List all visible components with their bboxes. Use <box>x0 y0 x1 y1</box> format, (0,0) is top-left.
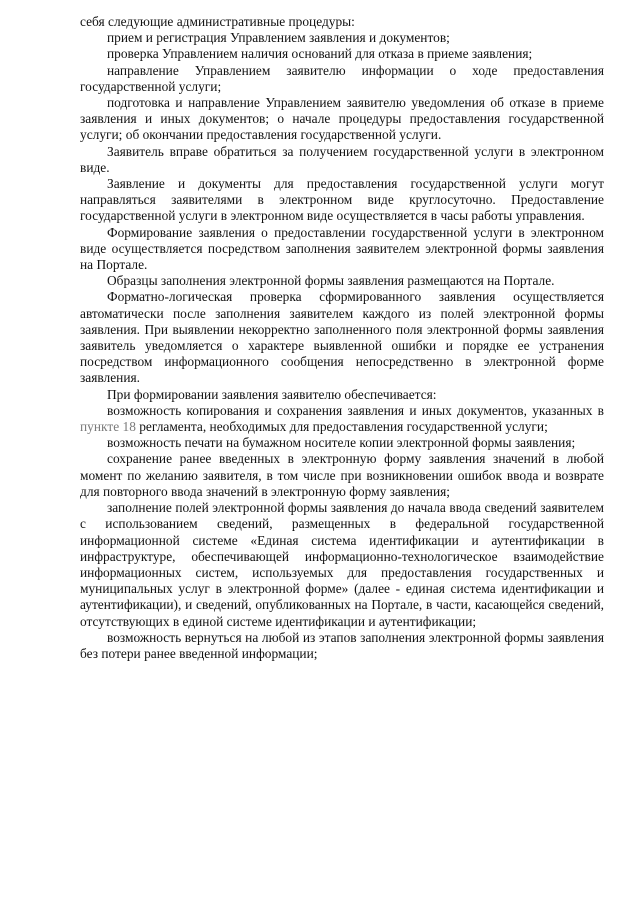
paragraph <box>80 403 604 435</box>
paragraph: направление Управлением заявителю информации о ходе предоставления государственной услуги; <box>80 62 604 94</box>
paragraph: проверка Управлением наличия оснований для отказа в приеме заявления; <box>107 46 533 62</box>
paragraph: При формировании заявления заявителю обеспечивается: <box>107 386 437 402</box>
regulation-item-link[interactable]: пункте 18 <box>80 419 136 435</box>
paragraph: Заявитель вправе обратиться за получением государственной услуги в электронном виде. <box>80 143 604 175</box>
paragraph: заполнение полей электронной формы заявления до начала ввода сведений заявителем с использованием сведений, размещенных в федеральной государственной информационной системе «Единая система идентификации и аутентификации в инфраструктуре, обеспечивающей информационно-технологическое взаимодействие информационных систем, используемых для предоставления государственных и муниципальных услуг в электронной форме» (далее - единая система идентификации и аутентификации), и сведений, опубликованных на Портале, в части, касающейся сведений, отсутствующих в единой системе идентификации и аутентификации; <box>80 500 604 629</box>
paragraph: возможность вернуться на любой из этапов заполнения электронной формы заявления без потери ранее введенной информации; <box>80 629 604 661</box>
paragraph-text: регламента, необходимых для предоставления государственной услуги; <box>135 419 548 435</box>
paragraph: Формирование заявления о предоставлении государственной услуги в электронном виде осуществляется посредством заполнения заявителем электронной формы заявления на Портале. <box>80 224 604 273</box>
paragraph: Заявление и документы для предоставления государственной услуги могут направляться заявителями в электронном виде круглосуточно. Предоставление государственной услуги в электронном виде осуществляется в часы работы управления. <box>80 176 604 224</box>
paragraph: прием и регистрация Управлением заявления и документов; <box>107 30 450 46</box>
paragraph-text: возможность копирования и сохранения заявления и иных документов, указанных в <box>107 402 604 418</box>
paragraph: Форматно-логическая проверка сформированного заявления осуществляется автоматически после заполнения заявителем каждого из полей электронной формы заявления. При выявлении некорректно заполненного поля электронной формы заявления заявитель уведомляется о характере выявленной ошибки и порядке ее устранения посредством информационного сообщения непосредственно в электронной форме заявления. <box>80 289 604 386</box>
document-page <box>80 14 604 662</box>
paragraph: сохранение ранее введенных в электронную форму заявления значений в любой момент по желанию заявителя, в том числе при возникновении ошибок ввода и возврате для повторного ввода значений в электронную форму заявления; <box>80 451 604 499</box>
paragraph: подготовка и направление Управлением заявителю уведомления об отказе в приеме заявления и иных документов; о начале процедуры предоставления государственной услуги; об окончании предоставления государственной услуги. <box>80 95 604 143</box>
paragraph: Образцы заполнения электронной формы заявления размещаются на Портале. <box>107 273 555 289</box>
paragraph: возможность печати на бумажном носителе копии электронной формы заявления; <box>107 435 576 451</box>
paragraph: себя следующие административные процедуры: <box>80 14 355 29</box>
